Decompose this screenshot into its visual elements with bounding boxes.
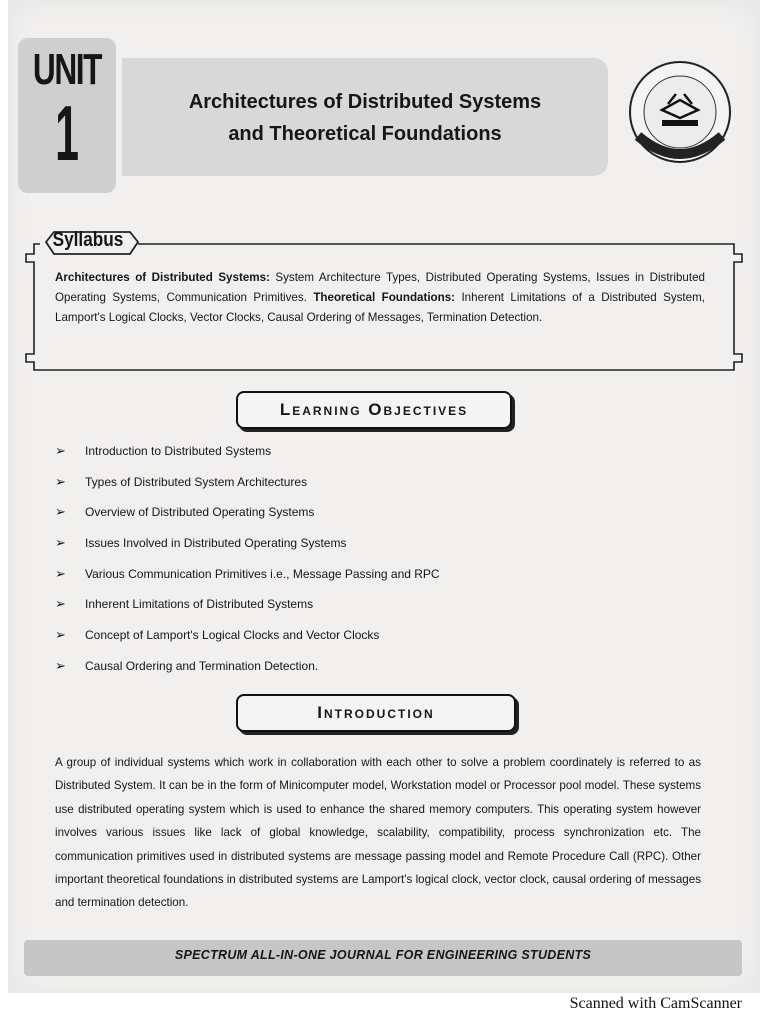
syllabus-text-2: Inherent Limitations of a Distributed System, Lamport's Logical Clocks, Vector Clocks, Causal Ordering of Messages, Termination Detection. xyxy=(55,291,705,324)
arrow-bullet-icon: ➢ xyxy=(55,535,66,551)
objective-text: Concept of Lamport's Logical Clocks and Vector Clocks xyxy=(85,628,380,643)
unit-number: 1 xyxy=(55,89,79,177)
syllabus-heading-1: Architectures of Distributed Systems: xyxy=(55,271,270,284)
syllabus-heading-2: Theoretical Foundations: xyxy=(313,291,456,304)
arrow-bullet-icon: ➢ xyxy=(55,596,66,612)
sia-group-logo xyxy=(616,60,744,170)
arrow-bullet-icon: ➢ xyxy=(55,443,66,458)
arrow-bullet-icon: ➢ xyxy=(55,565,66,581)
chapter-title xyxy=(122,86,608,150)
objective-text: Types of Distributed System Architectures xyxy=(85,474,308,489)
introduction-paragraph: A group of individual systems which work in collaboration with each other to solve a problem coordinately is referred to as Distributed System. It can be in the form of Minicomputer model, Workstation model or Processor pool model. These systems use distributed operating system which is used to enhance the shared memory computers. This operating system however involves various issues like lack of global knowledge, scalability, compatibility, process synchronization etc. The communication primitives used in distributed systems are message passing model and Remote Procedure Call (RPC). Other important theoretical foundations in distributed systems are Lamport's logical clock, vector clock, causal ordering of messages and termination detection. xyxy=(55,756,701,910)
syllabus-text xyxy=(55,268,705,328)
objective-text: Inherent Limitations of Distributed Systems xyxy=(85,597,314,612)
objective-text: Overview of Distributed Operating Systems xyxy=(85,505,315,520)
objective-text: Various Communication Primitives i.e., Message Passing and RPC xyxy=(85,566,440,581)
objective-text: Issues Involved in Distributed Operating Systems xyxy=(85,536,347,551)
objective-text: Causal Ordering and Termination Detection. xyxy=(85,658,319,673)
chapter-title-line1: Architectures of Distributed Systems xyxy=(188,91,542,113)
unit-word: UNIT xyxy=(32,45,102,94)
introduction-heading: Introduction xyxy=(236,694,516,732)
syllabus-tag: Syllabus xyxy=(52,229,124,251)
objective-text: Introduction to Distributed Systems xyxy=(85,444,272,458)
arrow-bullet-icon: ➢ xyxy=(55,504,66,520)
arrow-bullet-icon: ➢ xyxy=(55,657,66,673)
unit-badge xyxy=(18,38,116,193)
arrow-bullet-icon: ➢ xyxy=(55,473,66,489)
arrow-bullet-icon: ➢ xyxy=(55,627,66,643)
chapter-title-line2: and Theoretical Foundations xyxy=(228,123,502,145)
journal-footer: SPECTRUM ALL-IN-ONE JOURNAL FOR ENGINEERING STUDENTS xyxy=(174,948,592,962)
learning-objectives-heading: Learning Objectives xyxy=(236,391,512,429)
syllabus-text-1: System Architecture Types, Distributed Operating Systems, Issues in Distributed Operating Systems, Communication Primitives. xyxy=(55,271,705,304)
scanner-watermark: Scanned with CamScanner xyxy=(569,995,742,1012)
